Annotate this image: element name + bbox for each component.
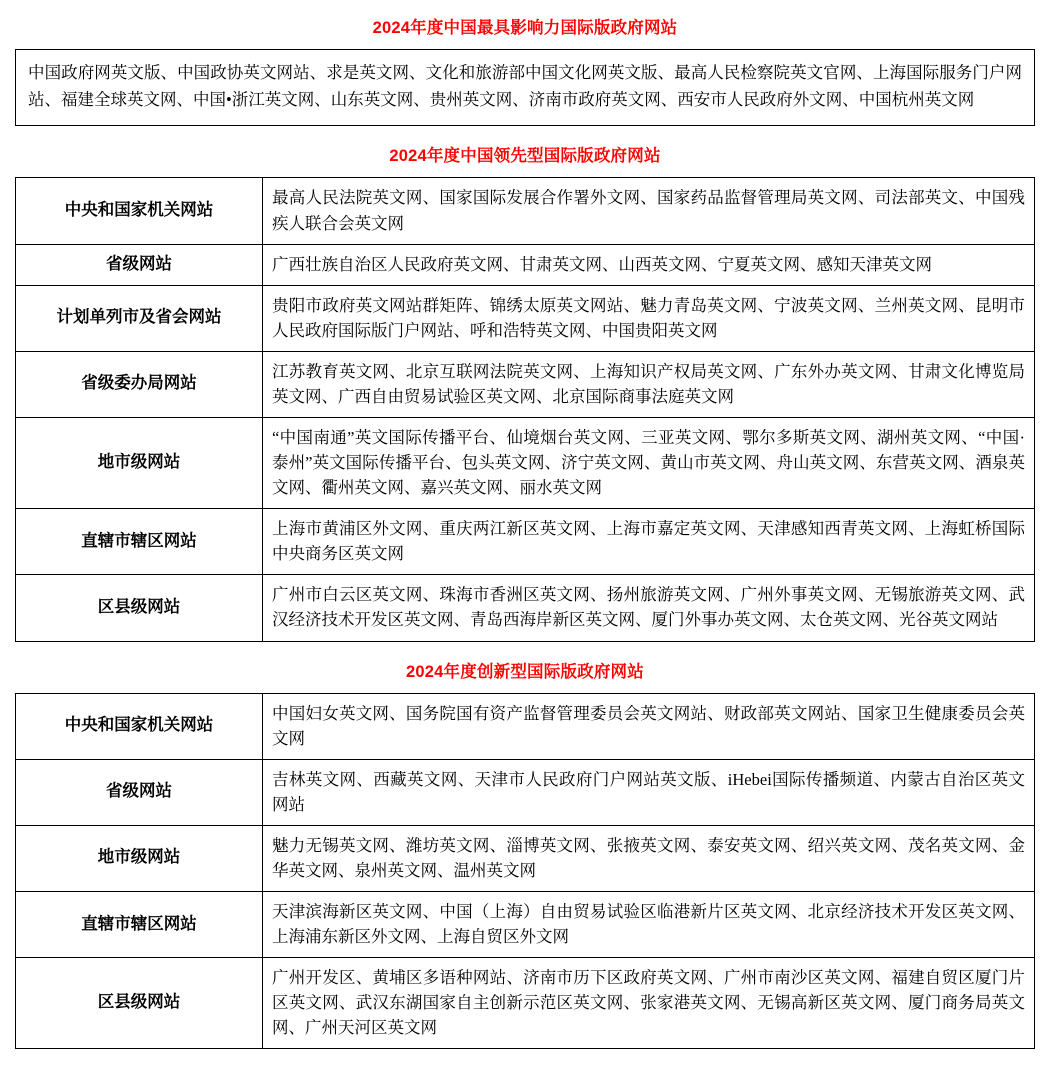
- row-content: 天津滨海新区英文网、中国（上海）自由贸易试验区临港新片区英文网、北京经济技术开发区英文网、上海浦东新区外文网、上海自贸区外文网: [263, 892, 1035, 958]
- table-row: [16, 892, 1035, 958]
- row-category: 直辖市辖区网站: [16, 892, 263, 958]
- row-category: 计划单列市及省会网站: [16, 285, 263, 351]
- row-content: 最高人民法院英文网、国家国际发展合作署外文网、国家药品监督管理局英文网、司法部英文、中国残疾人联合会英文网: [263, 178, 1035, 244]
- table-row: [16, 178, 1035, 244]
- table-row: [16, 693, 1035, 759]
- row-content: 中国妇女英文网、国务院国有资产监督管理委员会英文网站、财政部英文网站、国家卫生健康委员会英文网: [263, 693, 1035, 759]
- row-content: “中国南通”英文国际传播平台、仙境烟台英文网、三亚英文网、鄂尔多斯英文网、湖州英文网、“中国·泰州”英文国际传播平台、包头英文网、济宁英文网、黄山市英文网、舟山英文网、东营英文网、酒泉英文网、衢州英文网、嘉兴英文网、丽水英文网: [263, 417, 1035, 508]
- row-category: 地市级网站: [16, 417, 263, 508]
- row-category: 省级网站: [16, 759, 263, 825]
- row-content: 江苏教育英文网、北京互联网法院英文网、上海知识产权局英文网、广东外办英文网、甘肃文化博览局英文网、广西自由贸易试验区英文网、北京国际商事法庭英文网: [263, 351, 1035, 417]
- row-category: 直辖市辖区网站: [16, 509, 263, 575]
- row-content: 广州市白云区英文网、珠海市香洲区英文网、扬州旅游英文网、广州外事英文网、无锡旅游英文网、武汉经济技术开发区英文网、青岛西海岸新区英文网、厦门外事办英文网、太仓英文网、光谷英文网站: [263, 575, 1035, 641]
- table-row: [16, 509, 1035, 575]
- table-row: [16, 759, 1035, 825]
- row-category: 中央和国家机关网站: [16, 178, 263, 244]
- table-row: [16, 958, 1035, 1049]
- row-category: 区县级网站: [16, 575, 263, 641]
- row-content: 广西壮族自治区人民政府英文网、甘肃英文网、山西英文网、宁夏英文网、感知天津英文网: [263, 244, 1035, 285]
- table-row: [16, 575, 1035, 641]
- section-title-innovative: 2024年度创新型国际版政府网站: [406, 662, 644, 681]
- row-content: 上海市黄浦区外文网、重庆两江新区英文网、上海市嘉定英文网、天津感知西青英文网、上海虹桥国际中央商务区英文网: [263, 509, 1035, 575]
- section-title-influential: 2024年度中国最具影响力国际版政府网站: [372, 19, 678, 37]
- table-row: [16, 244, 1035, 285]
- row-content: 广州开发区、黄埔区多语种网站、济南市历下区政府英文网、广州市南沙区英文网、福建自贸区厦门片区英文网、武汉东湖国家自主创新示范区英文网、张家港英文网、无锡高新区英文网、厦门商务局英文网、广州天河区英文网: [263, 958, 1035, 1049]
- table-row: [16, 417, 1035, 508]
- row-content: 贵阳市政府英文网站群矩阵、锦绣太原英文网站、魅力青岛英文网、宁波英文网、兰州英文网、昆明市人民政府国际版门户网站、呼和浩特英文网、中国贵阳英文网: [263, 285, 1035, 351]
- section-title-leading: 2024年度中国领先型国际版政府网站: [389, 147, 661, 166]
- innovative-sites-table: [15, 693, 1035, 1050]
- row-content: 吉林英文网、西藏英文网、天津市人民政府门户网站英文版、iHebei国际传播频道、内蒙古自治区英文网站: [263, 759, 1035, 825]
- row-category: 省级委办局网站: [16, 351, 263, 417]
- row-category: 省级网站: [16, 244, 263, 285]
- table-row: [16, 825, 1035, 891]
- table-row: [16, 351, 1035, 417]
- row-category: 区县级网站: [16, 958, 263, 1049]
- row-category: 地市级网站: [16, 825, 263, 891]
- table-row: [16, 285, 1035, 351]
- leading-sites-table: [15, 177, 1035, 641]
- row-content: 魅力无锡英文网、潍坊英文网、淄博英文网、张掖英文网、泰安英文网、绍兴英文网、茂名英文网、金华英文网、泉州英文网、温州英文网: [263, 825, 1035, 891]
- row-category: 中央和国家机关网站: [16, 693, 263, 759]
- influential-sites-box: 中国政府网英文版、中国政协英文网站、求是英文网、文化和旅游部中国文化网英文版、最高人民检察院英文官网、上海国际服务门户网站、福建全球英文网、中国•浙江英文网、山东英文网、贵州英文网、济南市政府英文网、西安市人民政府外文网、中国杭州英文网: [15, 49, 1035, 126]
